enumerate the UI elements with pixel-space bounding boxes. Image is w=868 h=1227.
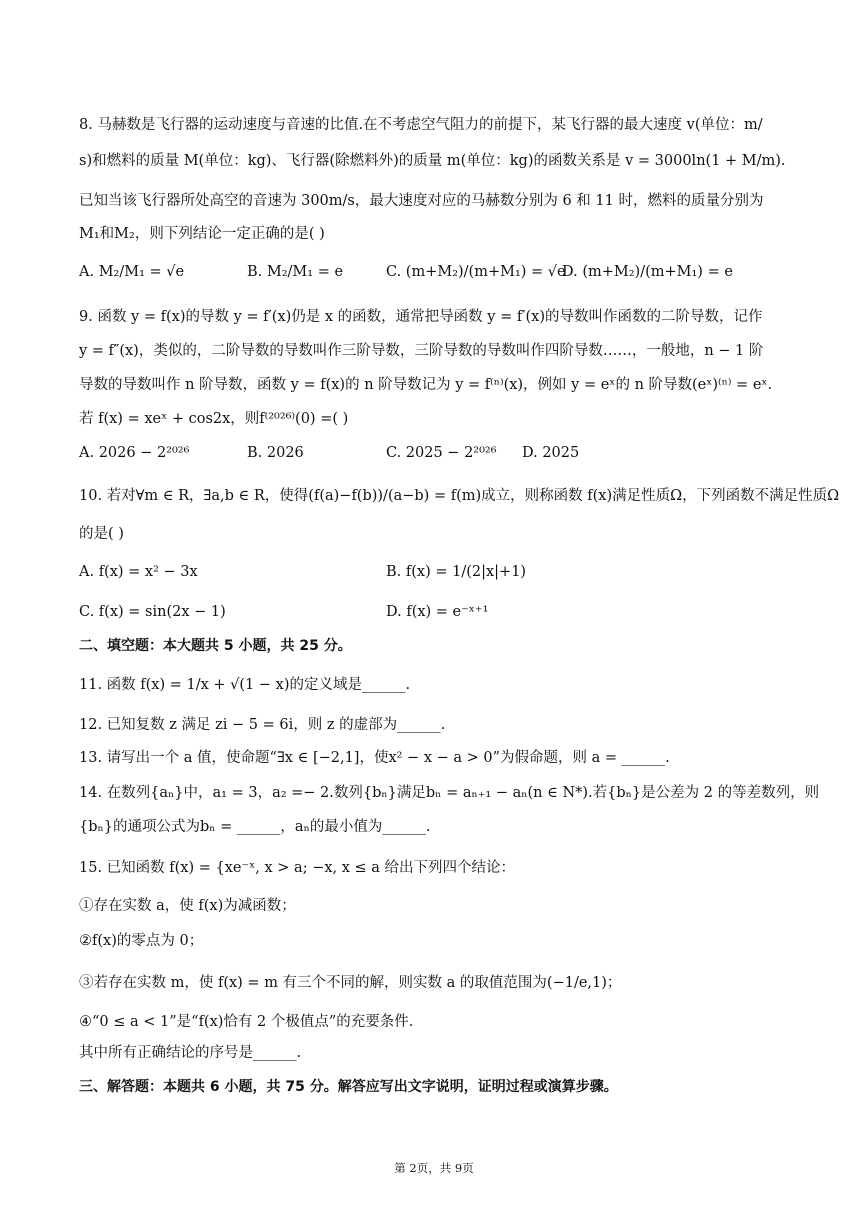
q10-line-1: 10. 若对∀m ∈ R，∃a,b ∈ R，使得(f(a)−f(b))/(a−b) = f(m)成立，则称函数 f(x)满足性质Ω，下列函数不满足性质Ω (79, 488, 840, 504)
q8-option-a: A. M₂/M₁ = √e (79, 264, 185, 280)
q15-item-4: ④“0 ≤ a < 1”是“f(x)恰有 2 个极值点”的充要条件. (79, 1014, 414, 1030)
q9-option-b: B. 2026 (247, 445, 304, 461)
page-footer: 第 2页，共 9页 (394, 1161, 474, 1175)
q9-option-c: C. 2025 − 2²⁰²⁶ (386, 445, 497, 461)
section-answer-title: 三、解答题：本题共 6 小题，共 75 分。解答应写出文字说明，证明过程或演算步骤。 (79, 1079, 618, 1095)
q9-option-a: A. 2026 − 2²⁰²⁶ (79, 445, 190, 461)
q14-line-1: 14. 在数列{aₙ}中，a₁ = 3，a₂ =− 2.数列{bₙ}满足bₙ = aₙ₊₁ − aₙ(n ∈ N*).若{bₙ}是公差为 2 的等差数列，则 (79, 785, 820, 801)
q9-option-d: D. 2025 (522, 445, 580, 461)
q8-line-2: s)和燃料的质量 M(单位：kg)、飞行器(除燃料外)的质量 m(单位：kg)的函数关系是 v = 3000ln(1 + M/m). (79, 153, 786, 169)
q8-line-4: M₁和M₂，则下列结论一定正确的是( ) (79, 226, 325, 242)
q8-line-3: 已知当该飞行器所处高空的音速为 300m/s，最大速度对应的马赫数分别为 6 和 11 时，燃料的质量分别为 (79, 193, 764, 209)
q12: 12. 已知复数 z 满足 zi − 5 = 6i，则 z 的虚部为______. (79, 717, 446, 733)
q9-line-3: 导数的导数叫作 n 阶导数，函数 y = f(x)的 n 阶导数记为 y = f⁽ⁿ⁾(x)，例如 y = eˣ的 n 阶导数(eˣ)⁽ⁿ⁾ = eˣ. (79, 377, 773, 393)
q10-option-d: D. f(x) = e⁻ˣ⁺¹ (386, 604, 489, 620)
q10-option-c: C. f(x) = sin(2x − 1) (79, 604, 226, 620)
q10-option-b: B. f(x) = 1/(2|x|+1) (386, 564, 527, 580)
q15-ask: 其中所有正确结论的序号是______. (79, 1045, 302, 1061)
q10-line-2: 的是( ) (79, 526, 124, 542)
q15-intro: 15. 已知函数 f(x) = {xe⁻ˣ, x > a; −x, x ≤ a 给出下列四个结论： (79, 860, 516, 876)
q9-line-4: 若 f(x) = xeˣ + cos2x，则f⁽²⁰²⁶⁾(0) =( ) (79, 411, 349, 427)
q11: 11. 函数 f(x) = 1/x + √(1 − x)的定义域是______. (79, 677, 411, 693)
q8-line-1: 8. 马赫数是飞行器的运动速度与音速的比值.在不考虑空气阻力的前提下，某飞行器的最大速度 v(单位：m/ (79, 117, 763, 133)
q13: 13. 请写出一个 a 值，使命题“∃x ∈ [−2,1]，使x² − x − a > 0”为假命题，则 a = ______. (79, 750, 670, 766)
q15-item-3: ③若存在实数 m，使 f(x) = m 有三个不同的解，则实数 a 的取值范围为(−1/e,1)； (79, 975, 622, 991)
q9-line-1: 9. 函数 y = f(x)的导数 y = f′(x)仍是 x 的函数，通常把导函数 y = f′(x)的导数叫作函数的二阶导数，记作 (79, 309, 763, 325)
q14-line-2: {bₙ}的通项公式为bₙ = ______，aₙ的最小值为______. (79, 819, 431, 835)
q8-option-b: B. M₂/M₁ = e (247, 264, 344, 280)
q9-line-2: y = f″(x)，类似的，二阶导数的导数叫作三阶导数，三阶导数的导数叫作四阶导数……，一般地，n − 1 阶 (79, 343, 764, 359)
q10-option-a: A. f(x) = x² − 3x (79, 564, 198, 580)
q8-option-c: C. (m+M₂)/(m+M₁) = √e (386, 264, 566, 280)
q15-item-2: ②f(x)的零点为 0； (79, 933, 204, 949)
q15-item-1: ①存在实数 a，使 f(x)为减函数； (79, 898, 296, 914)
section-fill-in-title: 二、填空题：本大题共 5 小题，共 25 分。 (79, 638, 352, 654)
q8-option-d: D. (m+M₂)/(m+M₁) = e (562, 264, 733, 280)
